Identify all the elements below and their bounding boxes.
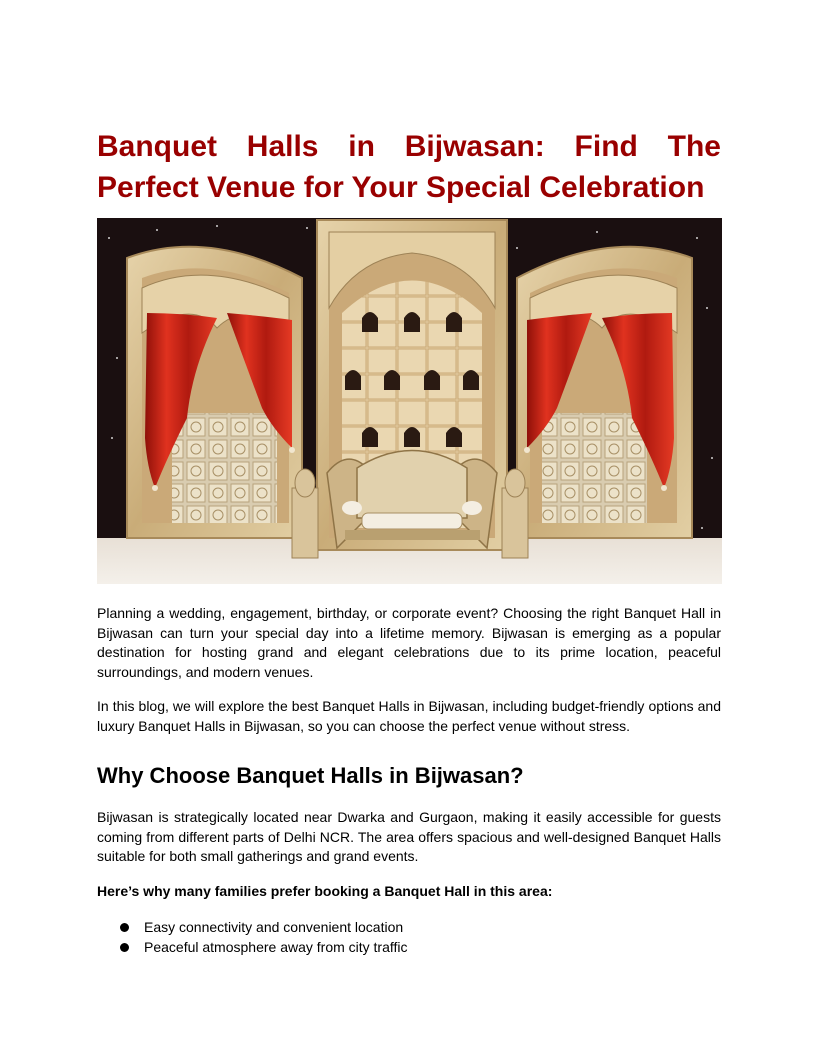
- blog-overview-paragraph: In this blog, we will explore the best Banquet Halls in Bijwasan, including budget-friendly options and luxury Banquet Halls in Bijwasan, so you can choose the perfect venue without stress.: [97, 698, 721, 734]
- right-panel: [517, 247, 692, 538]
- left-panel: [127, 247, 302, 538]
- reasons-list: [97, 918, 408, 957]
- list-item-text: Peaceful atmosphere away from city traffic: [144, 938, 408, 955]
- list-item: [97, 918, 408, 938]
- bullet-dot-icon: [120, 923, 129, 932]
- section-body-paragraph: Bijwasan is strategically located near Dwarka and Gurgaon, making it easily accessible for guests coming from different parts of Delhi NCR. The area offers spacious and well-designed Banquet Halls suitable for both small gatherings and grand events.: [97, 809, 721, 864]
- page-title: Banquet Halls in Bijwasan: Find The Perfect Venue for Your Special Celebration: [97, 130, 721, 204]
- bullet-dot-icon: [120, 943, 129, 952]
- hero-image: [97, 218, 722, 584]
- section-heading: Why Choose Banquet Halls in Bijwasan?: [97, 763, 524, 788]
- bullet-list-lead: Here’s why many families prefer booking a Banquet Hall in this area:: [97, 883, 553, 899]
- list-item-text: Easy connectivity and convenient location: [144, 919, 404, 935]
- intro-paragraph: Planning a wedding, engagement, birthday, or corporate event? Choosing the right Banquet Hall in Bijwasan can turn your special day into a lifetime memory. Bijwasan is emerging as a popular destination for hosting grand and elegant celebrations due to its prime location, peaceful surroundings, and modern venues.: [97, 605, 721, 680]
- wedding-stage-illustration: [97, 218, 722, 584]
- list-item: [97, 938, 408, 958]
- stage-sofa: [327, 451, 497, 549]
